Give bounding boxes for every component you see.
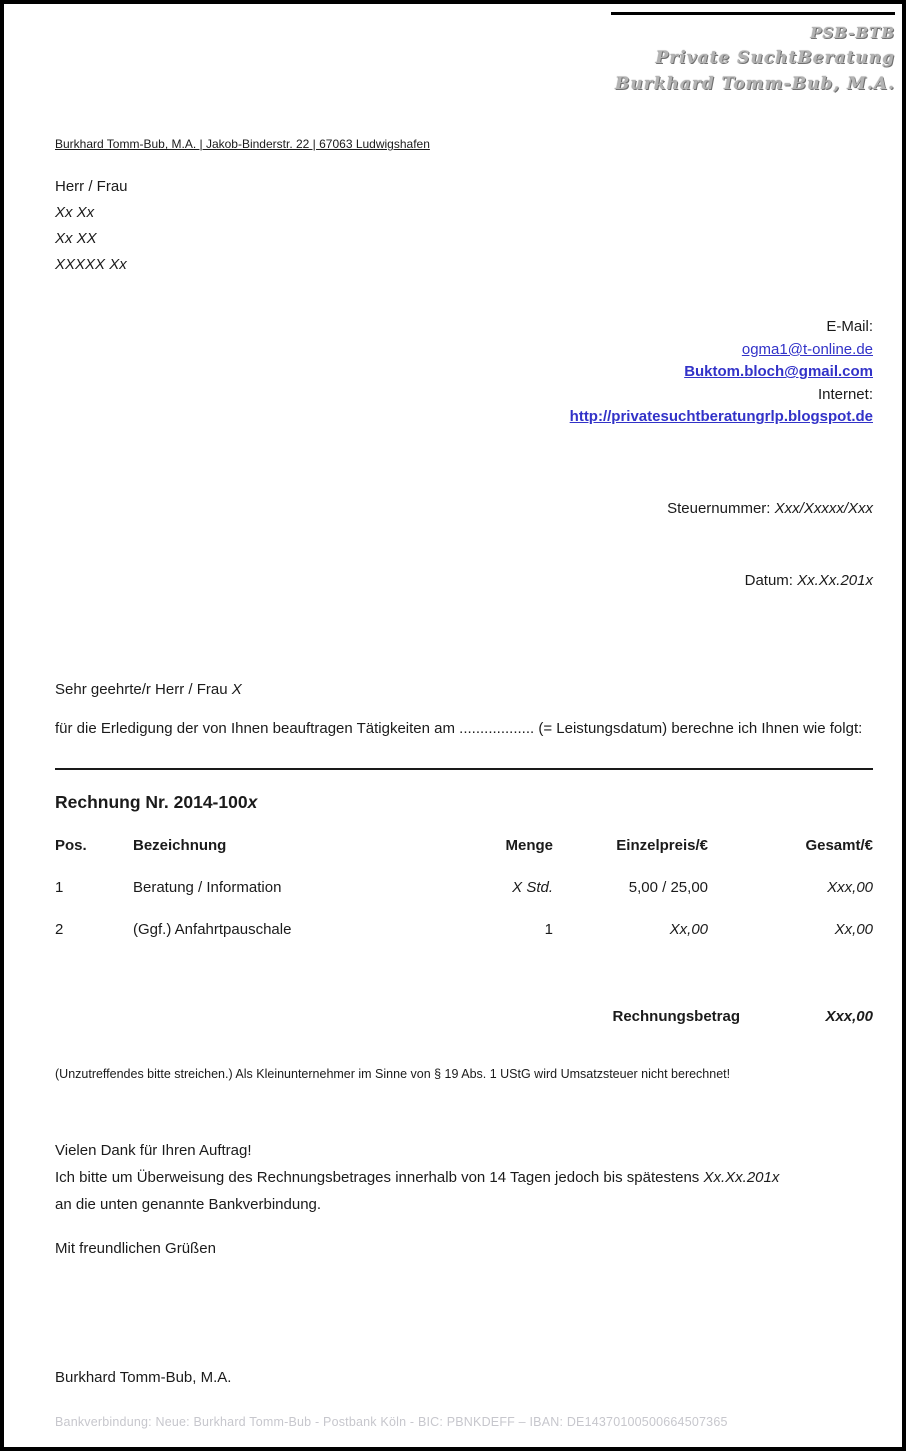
email-link-gmail[interactable]: Buktom.bloch@gmail.com [684,363,873,381]
logo-line-initials: PSB-BTB [810,24,895,42]
logo-line-company: Private SuchtBeratung [655,47,895,68]
greeting-text: Sehr geehrte/r Herr / Frau [55,680,232,698]
letterhead [55,12,895,97]
section-divider [55,768,873,770]
table-header-pos: Pos. [55,836,87,854]
greeting-line [55,681,873,698]
contact-block [55,316,873,429]
row2-position: 2 [55,920,64,938]
greeting-name-placeholder: X [231,680,242,698]
invoice-title [55,792,873,813]
tax-number-line [55,497,873,521]
company-logo [611,12,895,97]
sender-address-line: Burkhard Tomm-Bub, M.A. | Jakob-Binderstr. 22 | 67063 Ludwigshafen [55,137,430,152]
payment-terms [55,1164,873,1218]
invoice-total-label: Rechnungsbetrag [612,1007,740,1025]
invoice-number-placeholder: x [247,791,258,812]
recipient-address-block [55,174,873,278]
recipient-name-placeholder: Xx Xx [55,204,95,222]
invoice-number-prefix: Rechnung Nr. 2014-100 [55,791,248,812]
thanks-line: Vielen Dank für Ihren Auftrag! [55,1141,252,1159]
row2-description: (Ggf.) Anfahrtpauschale [133,920,292,938]
intro-paragraph: für die Erledigung der von Ihnen beauftragen Tätigkeiten am .................. (= Leistungsdatum) berechne ich Ihnen wie folgt: [55,719,863,737]
closing-text-block [55,1137,873,1218]
closing-salutation: Mit freundlichen Grüßen [55,1239,216,1257]
row1-description: Beratung / Information [133,878,282,896]
tax-number-value: Xxx/Xxxxx/Xxx [774,499,873,517]
tax-number-label: Steuernummer: [667,499,775,517]
table-header-description: Bezeichnung [133,836,227,854]
invoice-total-value: Xxx,00 [825,1007,873,1025]
email-label: E-Mail: [826,318,873,336]
footer-bank-details: Bankverbindung: Neue: Burkhard Tomm-Bub - Postbank Köln - BIC: PBNKDEFF – IBAN: DE14370100500664507365 [55,1415,728,1429]
email-link-tonline[interactable]: ogma1@t-online.de [741,340,873,358]
row1-total: Xxx,00 [827,878,873,896]
row2-quantity: 1 [544,920,553,938]
tax-exemption-note: (Unzutreffendes bitte streichen.) Als Kleinunternehmer im Sinne von § 19 Abs. 1 UStG wird Umsatzsteuer nicht berechnet! [55,1066,731,1081]
payment-due-date-placeholder: Xx.Xx.201x [703,1168,780,1186]
invoice-total-row [55,1008,873,1025]
meta-block [55,449,873,641]
date-label: Datum: [744,571,798,589]
table-header-total: Gesamt/€ [805,836,873,854]
internet-label: Internet: [817,385,873,403]
signature-name: Burkhard Tomm-Bub, M.A. [55,1368,232,1386]
logo-line-owner: Burkhard Tomm-Bub, M.A. [615,73,895,94]
row1-unit-price: 5,00 / 25,00 [628,878,708,896]
date-line [55,569,873,593]
date-value: Xx.Xx.201x [797,571,873,589]
recipient-street-placeholder: Xx XX [55,230,97,248]
recipient-salutation: Herr / Frau [55,178,128,196]
payment-terms-text-2: an die unten genannte Bankverbindung. [55,1195,322,1213]
row1-position: 1 [55,878,64,896]
payment-terms-text: Ich bitte um Überweisung des Rechnungsbetrages innerhalb von 14 Tagen jedoch bis spätestens [55,1168,704,1186]
table-header-unit-price: Einzelpreis/€ [616,836,708,854]
row1-quantity: X Std. [512,878,553,896]
recipient-city-placeholder: XXXXX Xx [55,256,127,274]
table-header-quantity: Menge [505,836,553,854]
website-link[interactable]: http://privatesuchtberatungrlp.blogspot.de [569,408,873,426]
row2-unit-price: Xx,00 [669,920,708,938]
invoice-items-table [55,837,873,963]
row2-total: Xx,00 [834,920,873,938]
